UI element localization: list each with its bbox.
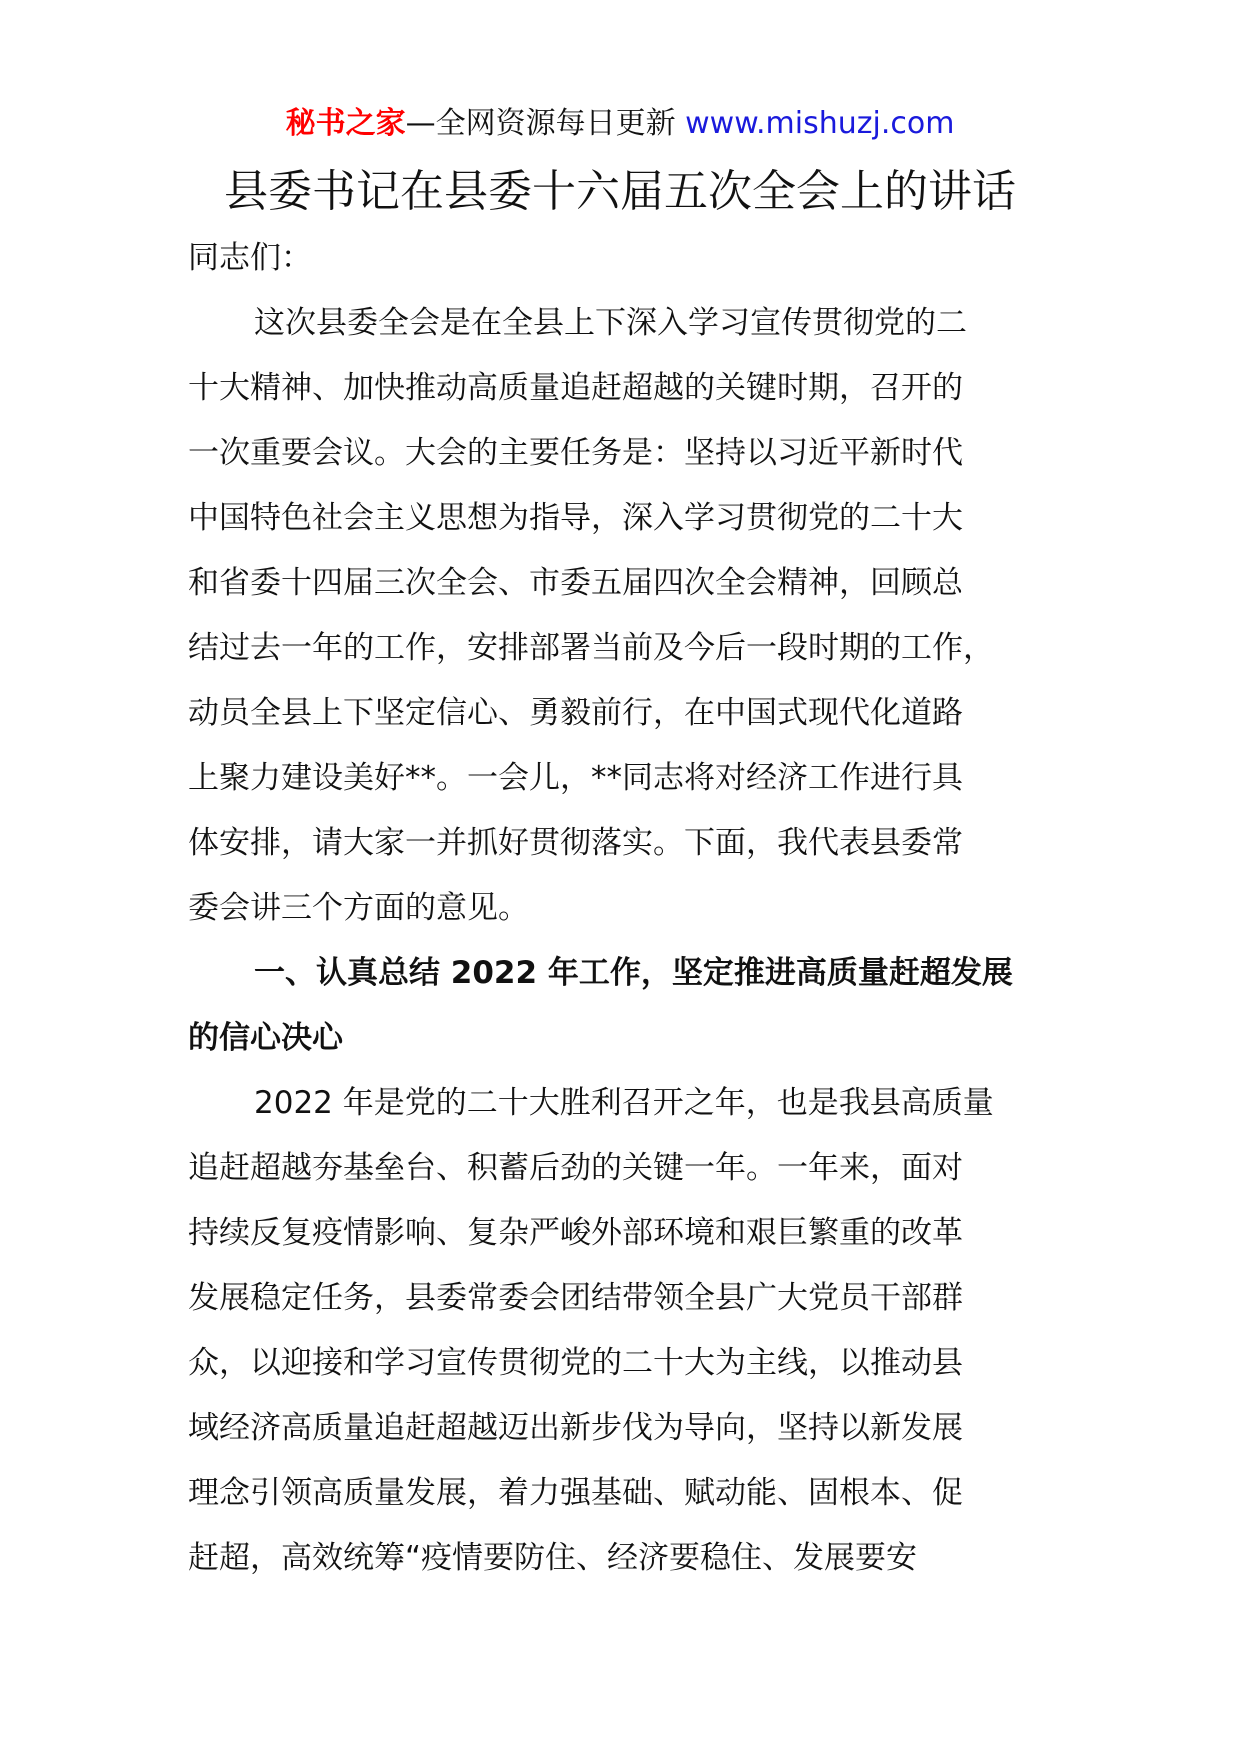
body-line: 众，以迎接和学习宣传贯彻党的二十大为主线，以推动县 bbox=[188, 1345, 963, 1381]
body-line: 追赶超越夯基垒台、积蓄后劲的关键一年。一年来，面对 bbox=[188, 1150, 963, 1186]
body-line: 发展稳定任务，县委常委会团结带领全县广大党员干部群 bbox=[188, 1280, 963, 1316]
body-line: 一次重要会议。大会的主要任务是：坚持以习近平新时代 bbox=[188, 435, 963, 471]
salutation: 同志们： bbox=[188, 240, 312, 276]
site-banner bbox=[0, 104, 1240, 144]
body-line: 委会讲三个方面的意见。 bbox=[188, 890, 529, 926]
brand-name: 秘书之家 bbox=[285, 106, 406, 141]
body-line: 体安排，请大家一并抓好贯彻落实。下面，我代表县委常 bbox=[188, 825, 963, 861]
section-heading: 的信心决心 bbox=[188, 1020, 343, 1056]
body-line: 赶超，高效统筹“疫情要防住、经济要稳住、发展要安 bbox=[188, 1540, 918, 1576]
body-line: 和省委十四届三次全会、市委五届四次全会精神，回顾总 bbox=[188, 565, 963, 601]
section-heading: 一、认真总结 2022 年工作，坚定推进高质量赶超发展 bbox=[254, 955, 1013, 991]
banner-slogan: —全网资源每日更新 bbox=[405, 106, 676, 141]
site-url-link[interactable]: www.mishuzj.com bbox=[685, 106, 955, 141]
body-line: 十大精神、加快推动高质量追赶超越的关键时期，召开的 bbox=[188, 370, 963, 406]
body-line: 上聚力建设美好**。一会儿，**同志将对经济工作进行具 bbox=[188, 760, 963, 796]
body-line: 持续反复疫情影响、复杂严峻外部环境和艰巨繁重的改革 bbox=[188, 1215, 963, 1251]
document-title: 县委书记在县委十六届五次全会上的讲话 bbox=[224, 166, 1016, 217]
body-line: 理念引领高质量发展，着力强基础、赋动能、固根本、促 bbox=[188, 1475, 963, 1511]
body-line: 动员全县上下坚定信心、勇毅前行，在中国式现代化道路 bbox=[188, 695, 963, 731]
body-line: 结过去一年的工作，安排部署当前及今后一段时期的工作， bbox=[188, 630, 994, 666]
body-line: 这次县委全会是在全县上下深入学习宣传贯彻党的二 bbox=[254, 305, 967, 341]
document-body bbox=[188, 226, 1048, 1591]
body-line: 域经济高质量追赶超越迈出新步伐为导向，坚持以新发展 bbox=[188, 1410, 963, 1446]
body-line: 2022 年是党的二十大胜利召开之年，也是我县高质量 bbox=[254, 1085, 994, 1121]
body-line: 中国特色社会主义思想为指导，深入学习贯彻党的二十大 bbox=[188, 500, 963, 536]
